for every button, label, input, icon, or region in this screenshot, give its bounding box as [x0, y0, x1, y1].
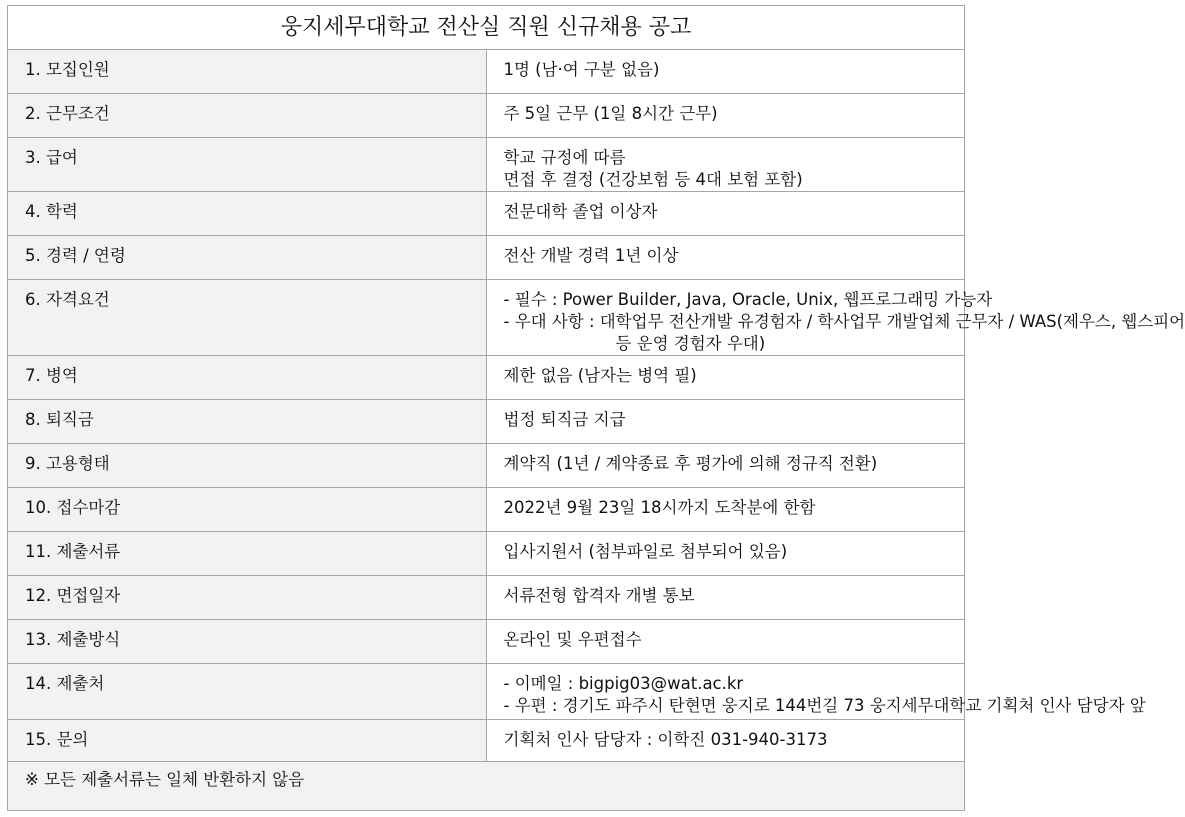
footer-row	[8, 762, 965, 811]
value-line-continued: 등 운영 경험자 우대)	[615, 334, 766, 353]
row-label-qualifications: 6. 자격요건	[8, 280, 487, 356]
row-value-deadline	[486, 488, 965, 532]
value-line: 2022년 9월 23일 18시까지 도착분에 한함	[503, 498, 816, 517]
table-row	[8, 50, 965, 94]
title-row	[8, 6, 965, 50]
value-line: 법정 퇴직금 지급	[503, 410, 626, 429]
value-line: 기획처 인사 담당자 : 이학진 031-940-3173	[503, 730, 828, 749]
table-row	[8, 192, 965, 236]
row-label-interview-date: 12. 면접일자	[8, 576, 487, 620]
row-label-deadline: 10. 접수마감	[8, 488, 487, 532]
row-label-inquiry: 15. 문의	[8, 720, 487, 762]
row-label-salary: 3. 급여	[8, 138, 487, 192]
value-line: - 이메일 : bigpig03@wat.ac.kr	[503, 674, 744, 693]
row-value-qualifications	[486, 280, 1185, 356]
table-row	[8, 620, 965, 664]
row-value-military	[486, 356, 965, 400]
table-row	[8, 532, 965, 576]
row-value-employment-type	[486, 444, 965, 488]
table-row	[8, 488, 965, 532]
value-line: 주 5일 근무 (1일 8시간 근무)	[503, 104, 718, 123]
row-value-recruit-count	[486, 50, 965, 94]
table-row	[8, 444, 965, 488]
row-label-employment-type: 9. 고용형태	[8, 444, 487, 488]
value-line: 면접 후 결정 (건강보험 등 4대 보험 포함)	[503, 170, 803, 189]
value-line: 전문대학 졸업 이상자	[503, 202, 658, 221]
row-label-work-conditions: 2. 근무조건	[8, 94, 487, 138]
row-label-severance: 8. 퇴직금	[8, 400, 487, 444]
row-value-submission-method	[486, 620, 965, 664]
row-value-documents	[486, 532, 965, 576]
row-label-experience-age: 5. 경력 / 연령	[8, 236, 487, 280]
row-value-interview-date	[486, 576, 965, 620]
table-row	[8, 280, 965, 356]
table-row	[8, 720, 965, 762]
row-label-submission-method: 13. 제출방식	[8, 620, 487, 664]
row-value-severance	[486, 400, 965, 444]
row-value-education	[486, 192, 965, 236]
table-row	[8, 356, 965, 400]
table-row	[8, 664, 965, 720]
value-line: 1명 (남·여 구분 없음)	[503, 60, 660, 79]
table-row	[8, 236, 965, 280]
row-label-documents: 11. 제출서류	[8, 532, 487, 576]
row-label-education: 4. 학력	[8, 192, 487, 236]
table-row	[8, 94, 965, 138]
row-label-submission-address: 14. 제출처	[8, 664, 487, 720]
table-row	[8, 400, 965, 444]
job-notice-table	[7, 5, 1185, 811]
row-value-salary	[486, 138, 965, 192]
notice-title: 웅지세무대학교 전산실 직원 신규채용 공고	[8, 6, 965, 50]
row-value-submission-address	[486, 664, 1146, 720]
value-line: - 필수 : Power Builder, Java, Oracle, Unix, 웹프로그래밍 가능자	[503, 290, 993, 309]
value-line: 계약직 (1년 / 계약종료 후 평가에 의해 정규직 전환)	[503, 454, 878, 473]
row-value-work-conditions	[486, 94, 965, 138]
value-line: 온라인 및 우편접수	[503, 630, 642, 649]
row-value-experience-age	[486, 236, 965, 280]
value-line: 제한 없음 (남자는 병역 필)	[503, 366, 697, 385]
row-label-recruit-count: 1. 모집인원	[8, 50, 487, 94]
table-row	[8, 576, 965, 620]
value-line: 서류전형 합격자 개별 통보	[503, 586, 695, 605]
value-line: 학교 규정에 따름	[503, 148, 626, 167]
footer-note: ※ 모든 제출서류는 일체 반환하지 않음	[8, 762, 965, 811]
value-line: 입사지원서 (첨부파일로 첨부되어 있음)	[503, 542, 788, 561]
value-line: 전산 개발 경력 1년 이상	[503, 246, 679, 265]
value-line: - 우대 사항 : 대학업무 전산개발 유경험자 / 학사업무 개발업체 근무자 / WAS(제우스, 웹스피어	[503, 312, 1185, 331]
table-row	[8, 138, 965, 192]
value-line: - 우편 : 경기도 파주시 탄현면 웅지로 144번길 73 웅지세무대학교 기획처 인사 담당자 앞	[503, 696, 1146, 715]
row-value-inquiry	[486, 720, 965, 762]
row-label-military: 7. 병역	[8, 356, 487, 400]
